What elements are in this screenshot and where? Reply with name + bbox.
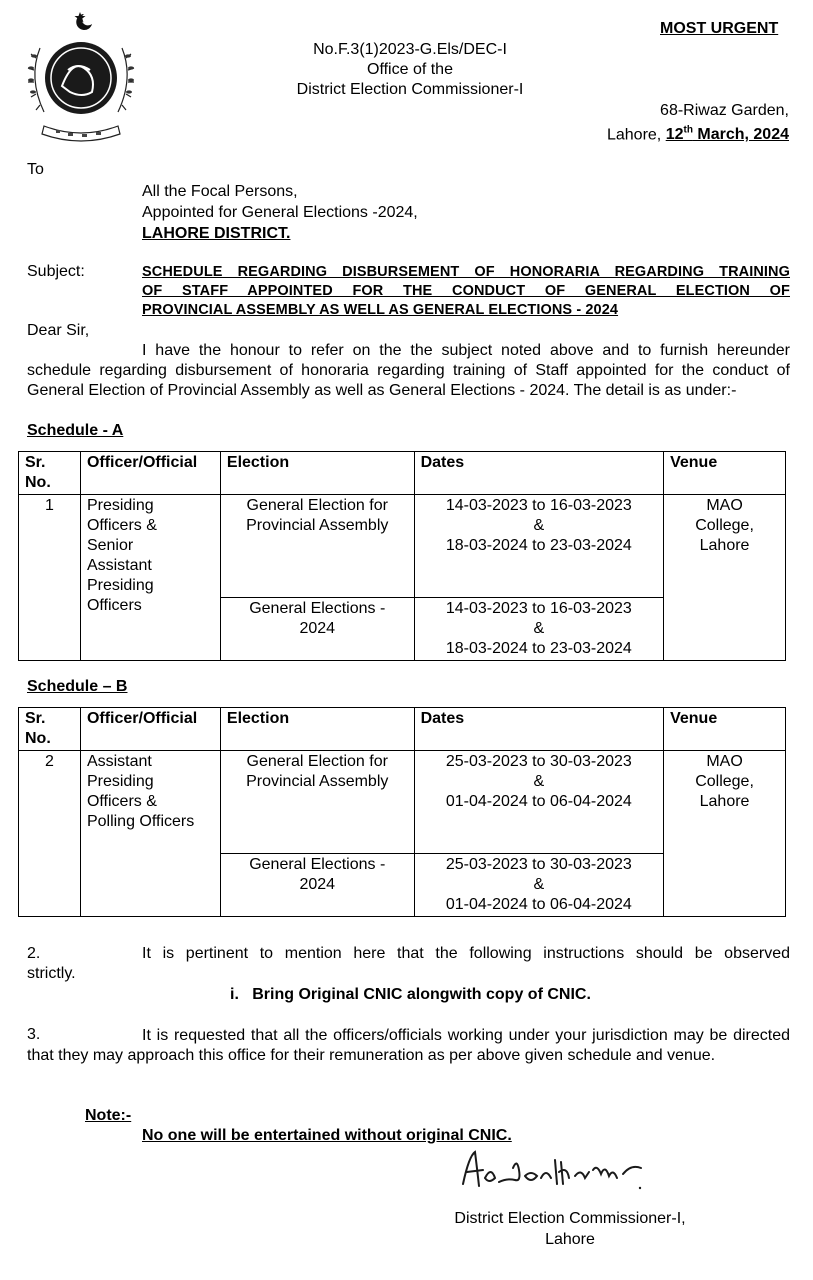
header-dates: Dates <box>414 708 664 751</box>
header-election: Election <box>220 708 414 751</box>
para3-number: 3. <box>27 1026 41 1043</box>
addressee-line-3: LAHORE DISTRICT. <box>142 225 291 242</box>
schedule-b-table <box>18 707 786 917</box>
table-header-row <box>19 452 786 495</box>
para3-text: It is requested that all the officers/officials working under your jurisdiction may be directed that they may approach this office for their remuneration as per above given schedule and venue. <box>27 1027 790 1064</box>
office-line-2: District Election Commissioner-I <box>296 81 524 98</box>
election-commission-emblem-icon <box>22 8 140 143</box>
header-dates: Dates <box>414 452 664 495</box>
election-cell: General Elections - 2024 <box>220 598 414 661</box>
dates-cell: 14-03-2023 to 16-03-2023 & 18-03-2024 to 23-03-2024 <box>414 598 664 661</box>
date-place: Lahore, <box>606 126 666 144</box>
schedule-b-title: Schedule – B <box>27 678 128 695</box>
office-line-1: Office of the <box>367 61 453 78</box>
dates-cell: 25-03-2023 to 30-03-2023 & 01-04-2024 to 06-04-2024 <box>414 854 664 917</box>
header-sr: Sr. No. <box>19 708 81 751</box>
header-venue: Venue <box>664 452 786 495</box>
designation-line-1: District Election Commissioner-I, <box>454 1210 686 1227</box>
address-block <box>607 101 789 145</box>
para2-text: It is pertinent to mention here that the following instructions should be observed <box>142 945 790 962</box>
election-cell: General Election for Provincial Assembly <box>220 751 414 854</box>
header-venue: Venue <box>664 708 786 751</box>
urgency-label: MOST URGENT <box>660 20 779 37</box>
signature <box>455 1148 675 1196</box>
letter-date <box>666 126 789 143</box>
office-heading <box>250 40 570 100</box>
dates-cell: 14-03-2023 to 16-03-2023 & 18-03-2024 to 23-03-2024 <box>414 495 664 598</box>
officer-cell: Assistant Presiding Officers & Polling Officers <box>80 751 220 917</box>
instruction-item: i. Bring Original CNIC alongwith copy of CNIC. <box>230 986 591 1003</box>
subject-line-1: SCHEDULE REGARDING DISBURSEMENT OF HONORARIA REGARDING TRAINING <box>142 264 790 280</box>
header-election: Election <box>220 452 414 495</box>
to-label: To <box>27 161 44 178</box>
file-number: No.F.3(1)2023-G.Els/DEC-I <box>313 41 507 58</box>
date-month-year: March, 2024 <box>692 126 789 144</box>
header-officer: Officer/Official <box>80 452 220 495</box>
header-sr: Sr. No. <box>19 452 81 495</box>
addressee-line-2: Appointed for General Elections -2024, <box>142 204 418 221</box>
sr-number: 2 <box>19 751 81 917</box>
designation-line-2: Lahore <box>545 1231 595 1248</box>
schedule-a-table <box>18 451 786 661</box>
schedule-a-title: Schedule - A <box>27 422 124 439</box>
date-day: 12 <box>665 126 684 144</box>
subject-line-3: PROVINCIAL ASSEMBLY AS WELL AS GENERAL ELECTIONS - 2024 <box>142 302 619 318</box>
election-cell: General Elections - 2024 <box>220 854 414 917</box>
officer-cell: Presiding Officers & Senior Assistant Presiding Officers <box>80 495 220 661</box>
header-officer: Officer/Official <box>80 708 220 751</box>
intro-paragraph: I have the honour to refer on the the subject noted above and to furnish hereunder schedule regarding disbursement of honoraria regarding training of Staff appointed for the conduct of General Election of Provincial Assembly as well as General Elections - 2024. The detail is as under:- <box>27 342 790 399</box>
date-line <box>607 121 789 145</box>
dates-cell: 25-03-2023 to 30-03-2023 & 01-04-2024 to 06-04-2024 <box>414 751 664 854</box>
sr-number: 1 <box>19 495 81 661</box>
table-header-row <box>19 708 786 751</box>
subject-line-2: OF STAFF APPOINTED FOR THE CONDUCT OF GENERAL ELECTION OF <box>142 283 790 299</box>
note-text: No one will be entertained without original CNIC. <box>142 1127 512 1144</box>
addressee-line-1: All the Focal Persons, <box>142 183 298 200</box>
signature-block <box>430 1208 710 1250</box>
para2-continued: strictly. <box>27 965 76 982</box>
table-row <box>19 495 786 598</box>
election-cell: General Election for Provincial Assembly <box>220 495 414 598</box>
note-label: Note:- <box>85 1107 132 1124</box>
addressee-block <box>142 181 418 244</box>
para2-number: 2. <box>27 945 41 962</box>
address-line: 68-Riwaz Garden, <box>660 102 789 119</box>
venue-cell: MAO College, Lahore <box>664 495 786 661</box>
date-suffix: th <box>683 125 693 136</box>
venue-cell: MAO College, Lahore <box>664 751 786 917</box>
subject-label: Subject: <box>27 263 85 280</box>
salutation: Dear Sir, <box>27 322 90 339</box>
subject-text <box>142 263 790 320</box>
table-row <box>19 751 786 854</box>
